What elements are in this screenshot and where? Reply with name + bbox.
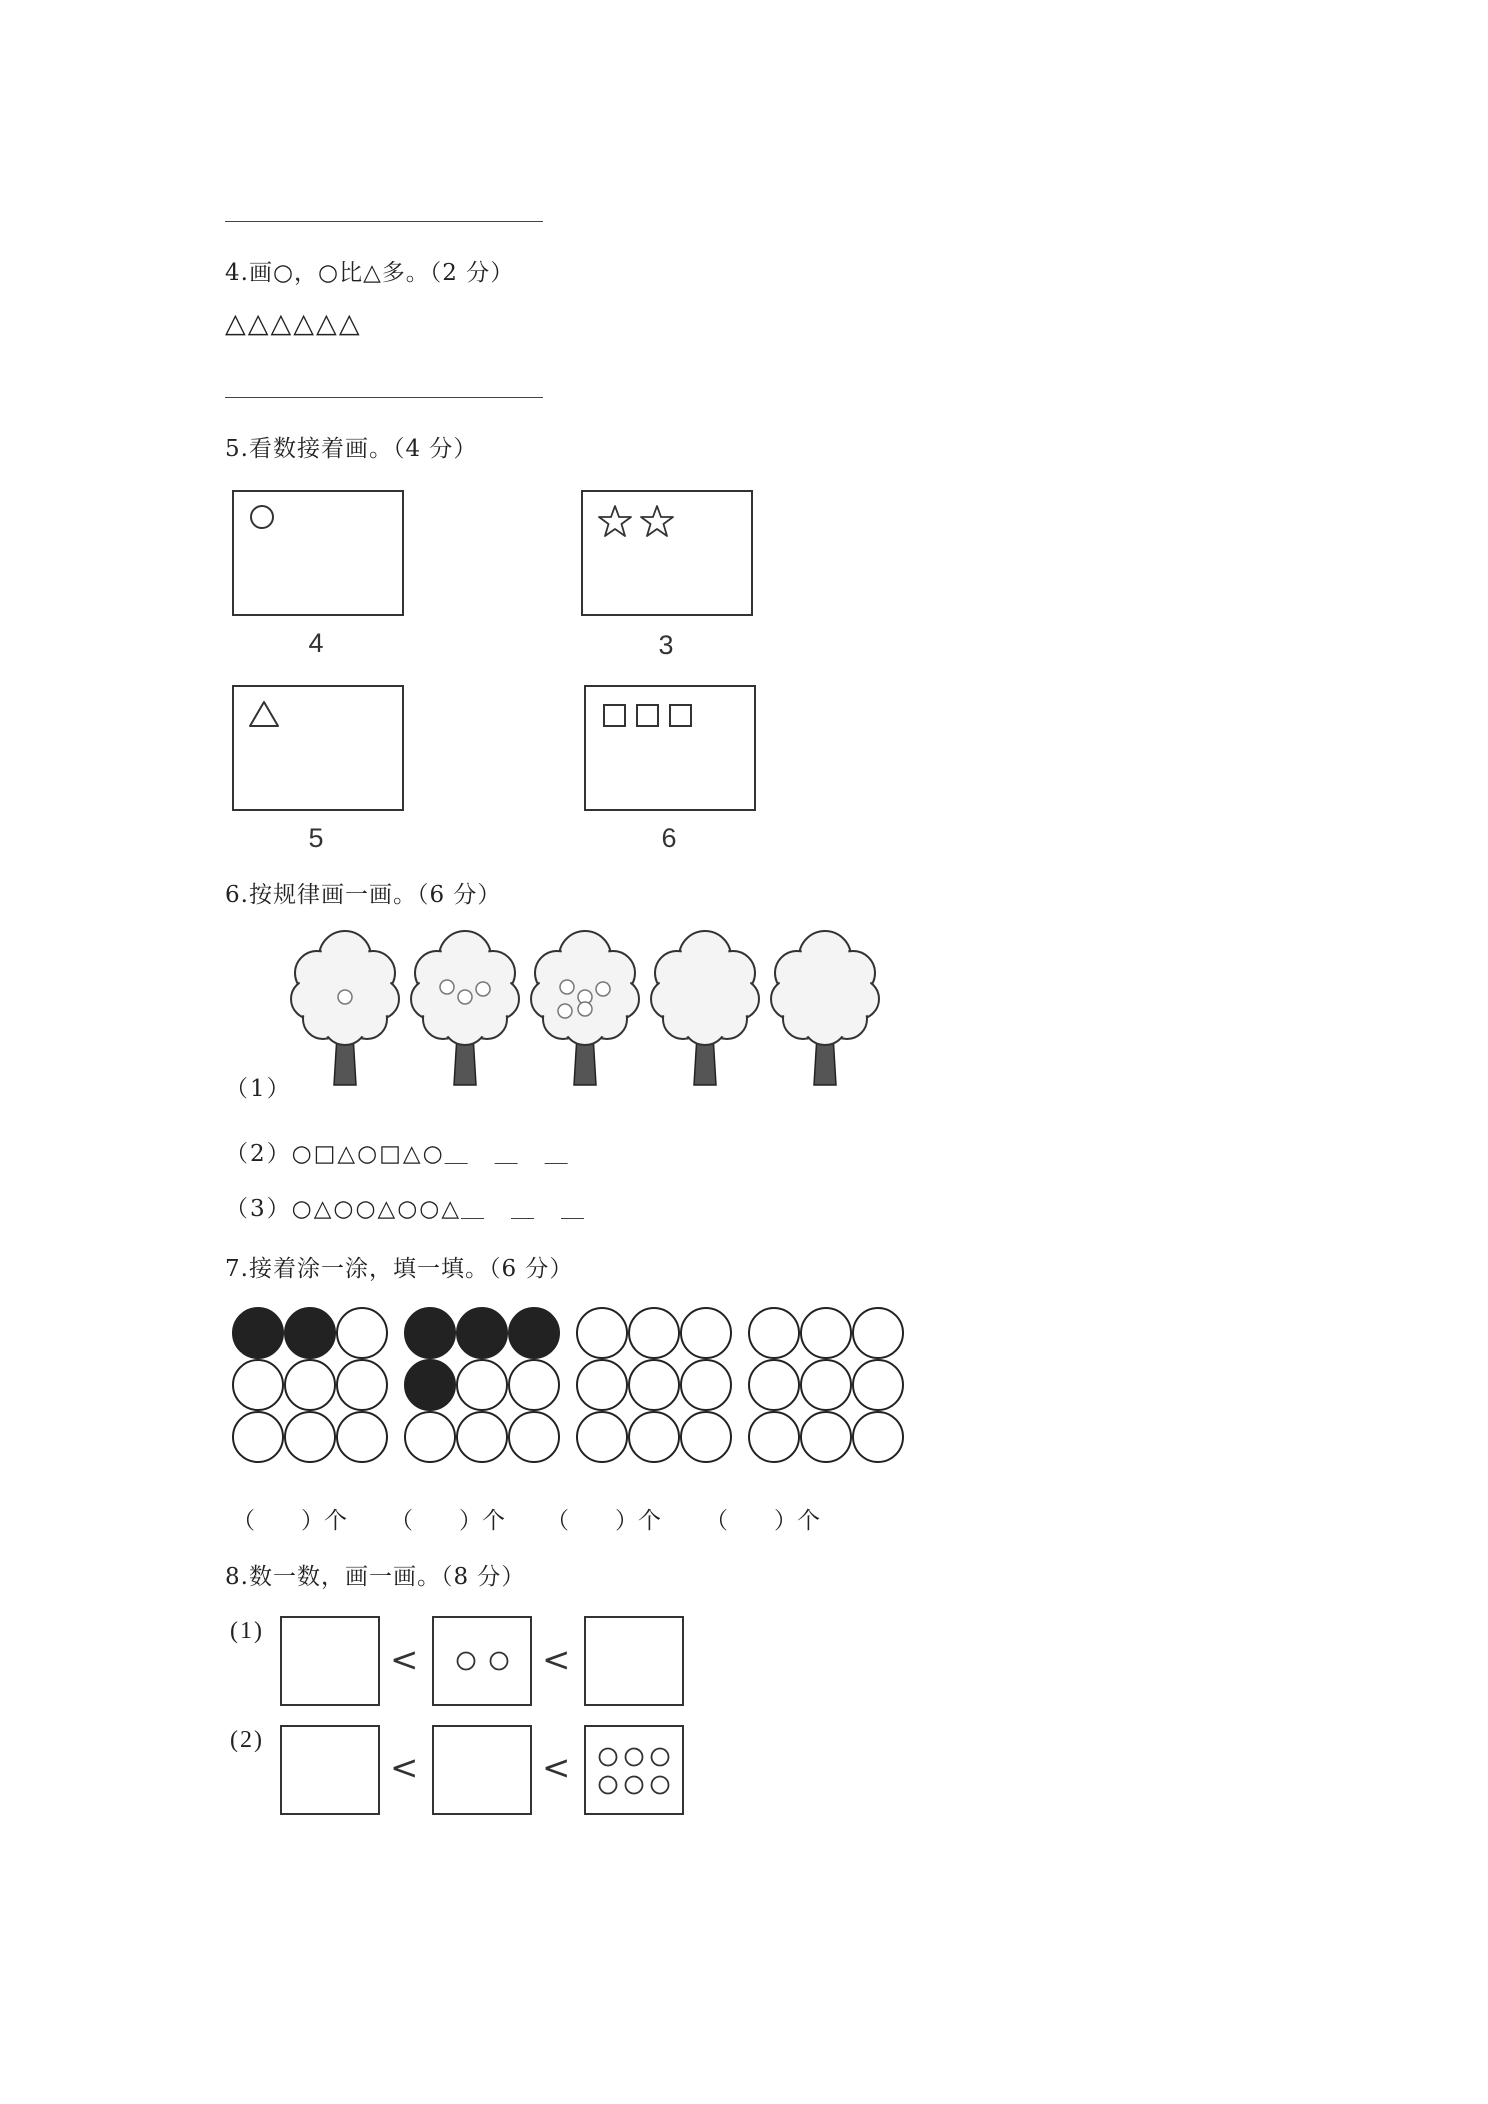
tree-canopy bbox=[291, 931, 399, 1045]
empty-circle bbox=[285, 1360, 335, 1410]
answer-line bbox=[225, 221, 543, 222]
apple-tree bbox=[651, 931, 759, 1085]
empty-circle bbox=[749, 1360, 799, 1410]
q6-item1-label: （1） bbox=[225, 1076, 292, 1102]
apple-tree bbox=[411, 931, 519, 1085]
q7-count-blank[interactable]: （ ）个 bbox=[390, 1508, 505, 1534]
q8-row-label: (1) bbox=[230, 1618, 264, 1644]
circle-icon bbox=[650, 1775, 670, 1795]
empty-circle bbox=[337, 1308, 387, 1358]
q5-number: 5 bbox=[308, 823, 324, 853]
circle-icon bbox=[598, 1747, 618, 1767]
empty-circle bbox=[681, 1412, 731, 1462]
q8-box-two-circles bbox=[432, 1616, 532, 1706]
q5-box-circle[interactable] bbox=[232, 490, 404, 616]
apple-icon bbox=[596, 982, 610, 996]
apple-icon bbox=[578, 1002, 592, 1016]
circle-icon bbox=[598, 1775, 618, 1795]
q6-item2[interactable]: （2）○□△○□△○＿ ＿ ＿ bbox=[225, 1141, 570, 1167]
empty-circle bbox=[233, 1412, 283, 1462]
q8-box-six-circles bbox=[584, 1725, 684, 1815]
apple-icon bbox=[440, 980, 454, 994]
q5-title: 5.看数接着画。（4 分） bbox=[225, 436, 478, 462]
q4-title: 4.画○，○比△多。（2 分） bbox=[225, 260, 515, 286]
empty-circle bbox=[853, 1412, 903, 1462]
circle-grids[interactable] bbox=[230, 1305, 930, 1475]
empty-circle bbox=[853, 1360, 903, 1410]
q8-title: 8.数一数，画一画。（8 分） bbox=[225, 1564, 526, 1590]
apple-icon bbox=[476, 982, 490, 996]
q6-item3[interactable]: （3）○△○○△○○△＿ ＿ ＿ bbox=[225, 1196, 587, 1222]
empty-circle bbox=[801, 1308, 851, 1358]
empty-circle bbox=[577, 1412, 627, 1462]
apple-tree bbox=[531, 931, 639, 1085]
q7-count-blank[interactable]: （ ）个 bbox=[232, 1508, 347, 1534]
star-icon bbox=[640, 505, 674, 537]
circle-icon bbox=[249, 504, 275, 530]
q6-title: 6.按规律画一画。（6 分） bbox=[225, 882, 502, 908]
q8-row-label: (2) bbox=[230, 1727, 264, 1753]
q8-box-empty[interactable] bbox=[584, 1616, 684, 1706]
filled-circle bbox=[509, 1308, 559, 1358]
circle-icon bbox=[624, 1775, 644, 1795]
q8-box-empty[interactable] bbox=[280, 1616, 380, 1706]
q7-count-blank[interactable]: （ ）个 bbox=[546, 1508, 661, 1534]
circle-icon bbox=[650, 1747, 670, 1767]
q5-box-triangle[interactable] bbox=[232, 685, 404, 811]
tree-canopy bbox=[771, 931, 879, 1045]
q7-count-blank[interactable]: （ ）个 bbox=[705, 1508, 820, 1534]
square-icon bbox=[669, 704, 693, 728]
empty-circle bbox=[337, 1412, 387, 1462]
q5-box-star[interactable] bbox=[581, 490, 753, 616]
q4-answer-line[interactable] bbox=[225, 397, 543, 398]
filled-circle bbox=[233, 1308, 283, 1358]
less-than-sign: < bbox=[390, 1640, 419, 1680]
empty-circle bbox=[337, 1360, 387, 1410]
empty-circle bbox=[749, 1308, 799, 1358]
q5-box-square[interactable] bbox=[584, 685, 756, 811]
empty-circle bbox=[233, 1360, 283, 1410]
empty-circle bbox=[457, 1412, 507, 1462]
less-than-sign: < bbox=[542, 1748, 571, 1788]
empty-circle bbox=[681, 1308, 731, 1358]
q5-number: 6 bbox=[661, 823, 677, 853]
circle-icon bbox=[489, 1651, 509, 1671]
empty-circle bbox=[457, 1360, 507, 1410]
apple-icon bbox=[560, 980, 574, 994]
tree-canopy bbox=[651, 931, 759, 1045]
empty-circle bbox=[801, 1360, 851, 1410]
filled-circle bbox=[405, 1360, 455, 1410]
square-icon bbox=[603, 704, 627, 728]
empty-circle bbox=[801, 1412, 851, 1462]
q5-number: 3 bbox=[658, 630, 674, 660]
empty-circle bbox=[853, 1308, 903, 1358]
q4-triangles: △△△△△△ bbox=[225, 308, 362, 339]
tree-canopy bbox=[531, 931, 639, 1045]
filled-circle bbox=[405, 1308, 455, 1358]
empty-circle bbox=[629, 1360, 679, 1410]
q5-number: 4 bbox=[308, 628, 324, 658]
empty-circle bbox=[629, 1308, 679, 1358]
empty-circle bbox=[285, 1412, 335, 1462]
empty-circle bbox=[405, 1412, 455, 1462]
apple-icon bbox=[458, 990, 472, 1004]
star-icon bbox=[598, 505, 632, 537]
less-than-sign: < bbox=[390, 1748, 419, 1788]
circle-icon bbox=[456, 1651, 476, 1671]
empty-circle bbox=[577, 1308, 627, 1358]
apple-icon bbox=[558, 1004, 572, 1018]
q8-box-empty[interactable] bbox=[280, 1725, 380, 1815]
apple-tree bbox=[771, 931, 879, 1085]
circle-icon bbox=[624, 1747, 644, 1767]
less-than-sign: < bbox=[542, 1640, 571, 1680]
empty-circle bbox=[509, 1412, 559, 1462]
empty-circle bbox=[509, 1360, 559, 1410]
filled-circle bbox=[457, 1308, 507, 1358]
empty-circle bbox=[681, 1360, 731, 1410]
apple-trees bbox=[290, 935, 900, 1095]
empty-circle bbox=[577, 1360, 627, 1410]
tree-canopy bbox=[411, 931, 519, 1045]
q7-title: 7.接着涂一涂，填一填。（6 分） bbox=[225, 1256, 574, 1282]
square-icon bbox=[636, 704, 660, 728]
apple-icon bbox=[338, 990, 352, 1004]
q8-box-empty[interactable] bbox=[432, 1725, 532, 1815]
apple-tree bbox=[291, 931, 399, 1085]
empty-circle bbox=[749, 1412, 799, 1462]
filled-circle bbox=[285, 1308, 335, 1358]
empty-circle bbox=[629, 1412, 679, 1462]
triangle-icon bbox=[248, 700, 280, 728]
